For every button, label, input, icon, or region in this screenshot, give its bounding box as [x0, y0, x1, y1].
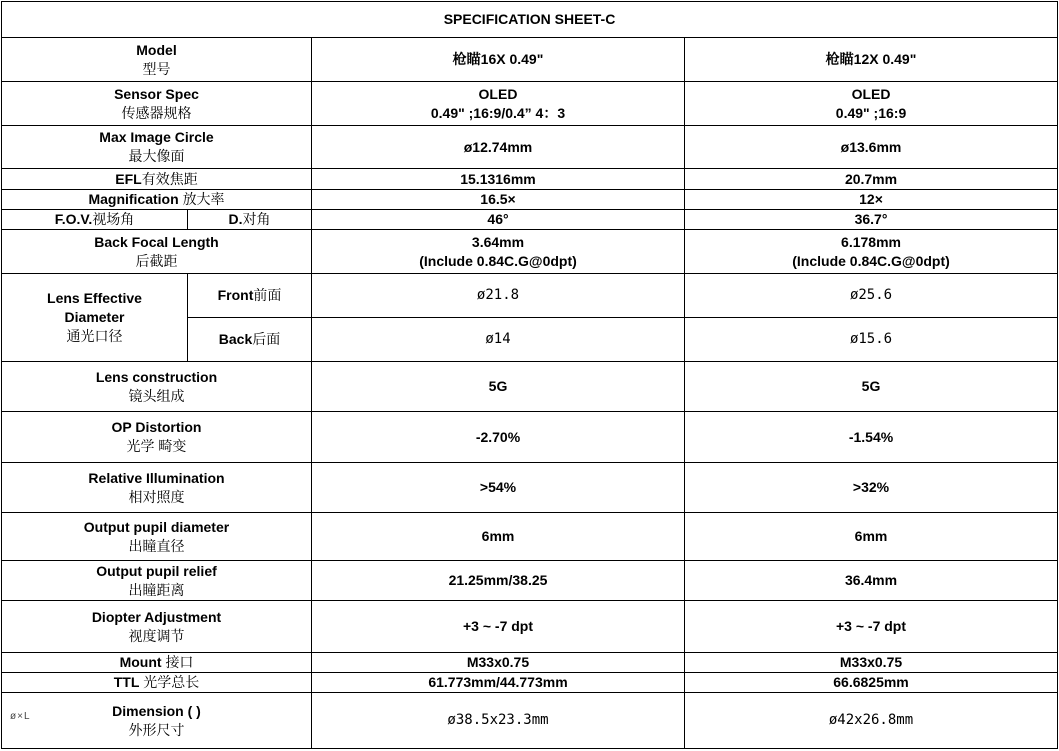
bfl-col1-value: 3.64mm — [471, 233, 525, 250]
ttl-col2: 66.6825mm — [685, 673, 1058, 693]
ttl-row — [2, 673, 1058, 693]
distortion-label — [2, 412, 312, 463]
fov-sub-label — [188, 210, 312, 230]
dimension-col2: ø42x26.8mm — [685, 693, 1058, 749]
sheet-title: SPECIFICATION SHEET-C — [2, 2, 1058, 38]
lens-back-col1: ø14 — [312, 318, 685, 362]
illumination-label-en: Relative Illumination — [88, 469, 225, 486]
diopter-col1: +3 ~ -7 dpt — [312, 601, 685, 653]
mount-label-en: Mount — [119, 654, 162, 670]
pupil-diameter-label-zh: 出瞳直径 — [128, 537, 185, 554]
sensor-col1 — [312, 82, 685, 126]
magnification-row — [2, 190, 1058, 210]
lens-back-label-zh: 后面 — [252, 331, 281, 347]
lens-front-label-zh: 前面 — [253, 287, 282, 303]
pupil-diameter-label — [2, 513, 312, 561]
lens-diameter-label-en1: Lens Effective — [47, 290, 142, 306]
ttl-col1: 61.773mm/44.773mm — [312, 673, 685, 693]
magnification-col1: 16.5× — [312, 190, 685, 210]
illumination-label-zh: 相对照度 — [128, 488, 185, 505]
magnification-label-zh: 放大率 — [182, 191, 225, 207]
lens-front-col1: ø21.8 — [312, 274, 685, 318]
distortion-col1: -2.70% — [312, 412, 685, 463]
sensor-label-zh: 传感器规格 — [121, 104, 192, 121]
distortion-label-zh: 光学 畸变 — [126, 438, 187, 454]
fov-label-zh: 视场角 — [92, 211, 135, 227]
mount-label — [2, 653, 312, 673]
efl-col1: 15.1316mm — [312, 169, 685, 190]
efl-col2: 20.7mm — [685, 169, 1058, 190]
pupil-diameter-row — [2, 513, 1058, 561]
title-row — [2, 2, 1058, 38]
magnification-label — [2, 190, 312, 210]
lens-diameter-label-zh: 通光口径 — [66, 328, 123, 344]
dimension-label-en: Dimension ( ) — [112, 702, 201, 719]
construction-col2: 5G — [685, 362, 1058, 412]
bfl-col2-value: 6.178mm — [841, 233, 901, 250]
lens-diameter-label-en2: Diameter — [64, 309, 125, 325]
bfl-label-zh: 后截距 — [135, 252, 178, 269]
spec-table — [1, 1, 1058, 749]
magnification-col2: 12× — [685, 190, 1058, 210]
sensor-col2 — [685, 82, 1058, 126]
dimension-label-zh: 外形尺寸 — [128, 721, 185, 738]
mount-col2: M33x0.75 — [685, 653, 1058, 673]
fov-col2: 36.7° — [685, 210, 1058, 230]
ttl-label — [2, 673, 312, 693]
sensor-col1-type: OLED — [478, 85, 518, 102]
diopter-row — [2, 601, 1058, 653]
image-circle-col2: ø13.6mm — [685, 126, 1058, 169]
lens-back-label-en: Back — [218, 331, 253, 347]
bfl-row — [2, 230, 1058, 274]
bfl-col2-note: (Include 0.84C.G@0dpt) — [792, 252, 950, 269]
pupil-relief-label-zh: 出瞳距离 — [128, 581, 185, 598]
diopter-label-en: Diopter Adjustment — [91, 608, 222, 625]
sensor-col1-size: 0.49" ;16:9/0.4” 4：3 — [430, 104, 566, 121]
dimension-col1: ø38.5x23.3mm — [312, 693, 685, 749]
pupil-diameter-label-en: Output pupil diameter — [83, 518, 230, 535]
illumination-label — [2, 463, 312, 513]
lens-front-row — [2, 274, 1058, 318]
dimension-label-ghost: ø×L — [10, 710, 31, 722]
model-col1: 枪瞄16X 0.49" — [312, 38, 685, 82]
illumination-col2: >32% — [685, 463, 1058, 513]
pupil-relief-label — [2, 561, 312, 601]
diopter-col2: +3 ~ -7 dpt — [685, 601, 1058, 653]
sensor-col2-type: OLED — [851, 85, 891, 102]
distortion-row — [2, 412, 1058, 463]
dimension-label — [2, 693, 312, 749]
sensor-col2-size: 0.49" ;16:9 — [835, 104, 907, 121]
lens-back-label — [188, 318, 312, 362]
model-label — [2, 38, 312, 82]
pupil-diameter-col1: 6mm — [312, 513, 685, 561]
dimension-row — [2, 693, 1058, 749]
efl-label — [2, 169, 312, 190]
fov-sub-label-en: D. — [228, 211, 243, 227]
construction-label — [2, 362, 312, 412]
image-circle-row — [2, 126, 1058, 169]
ttl-label-zh: 光学总长 — [143, 674, 200, 690]
sensor-row — [2, 82, 1058, 126]
pupil-diameter-col2: 6mm — [685, 513, 1058, 561]
lens-back-col2: ø15.6 — [685, 318, 1058, 362]
pupil-relief-col1: 21.25mm/38.25 — [312, 561, 685, 601]
model-label-zh: 型号 — [142, 60, 171, 77]
illumination-col1: >54% — [312, 463, 685, 513]
dimension-label-en-wrap — [6, 702, 307, 721]
image-circle-label — [2, 126, 312, 169]
bfl-col2 — [685, 230, 1058, 274]
fov-col1: 46° — [312, 210, 685, 230]
construction-col1: 5G — [312, 362, 685, 412]
construction-label-en: Lens construction — [95, 368, 218, 385]
diopter-label — [2, 601, 312, 653]
lens-front-col2: ø25.6 — [685, 274, 1058, 318]
distortion-col2: -1.54% — [685, 412, 1058, 463]
mount-label-zh: 接口 — [165, 654, 194, 670]
ttl-label-en: TTL — [113, 674, 140, 690]
model-row — [2, 38, 1058, 82]
sensor-label-en: Sensor Spec — [114, 85, 199, 102]
image-circle-label-en: Max Image Circle — [99, 129, 214, 145]
construction-row — [2, 362, 1058, 412]
sensor-label — [2, 82, 312, 126]
fov-label-en: F.O.V. — [54, 211, 93, 227]
efl-label-en: EFL — [115, 170, 142, 187]
magnification-label-en: Magnification — [88, 191, 179, 207]
model-col2: 枪瞄12X 0.49" — [685, 38, 1058, 82]
diopter-label-zh: 视度调节 — [128, 627, 185, 644]
fov-sub-label-zh: 对角 — [242, 211, 271, 227]
pupil-relief-label-en: Output pupil relief — [96, 562, 217, 579]
lens-front-label — [188, 274, 312, 318]
bfl-label — [2, 230, 312, 274]
fov-row — [2, 210, 1058, 230]
image-circle-label-zh: 最大像面 — [128, 148, 185, 164]
bfl-col1-note: (Include 0.84C.G@0dpt) — [419, 252, 577, 269]
mount-col1: M33x0.75 — [312, 653, 685, 673]
illumination-row — [2, 463, 1058, 513]
efl-row — [2, 169, 1058, 190]
lens-front-label-en: Front — [217, 287, 254, 303]
pupil-relief-row — [2, 561, 1058, 601]
construction-label-zh: 镜头组成 — [128, 387, 185, 404]
efl-label-zh: 有效焦距 — [141, 170, 198, 187]
pupil-relief-col2: 36.4mm — [685, 561, 1058, 601]
bfl-label-en: Back Focal Length — [94, 233, 219, 250]
model-label-en: Model — [136, 41, 177, 58]
fov-label — [2, 210, 188, 230]
lens-diameter-label — [2, 274, 188, 362]
image-circle-col1: ø12.74mm — [312, 126, 685, 169]
mount-row — [2, 653, 1058, 673]
distortion-label-en: OP Distortion — [111, 419, 202, 435]
bfl-col1 — [312, 230, 685, 274]
